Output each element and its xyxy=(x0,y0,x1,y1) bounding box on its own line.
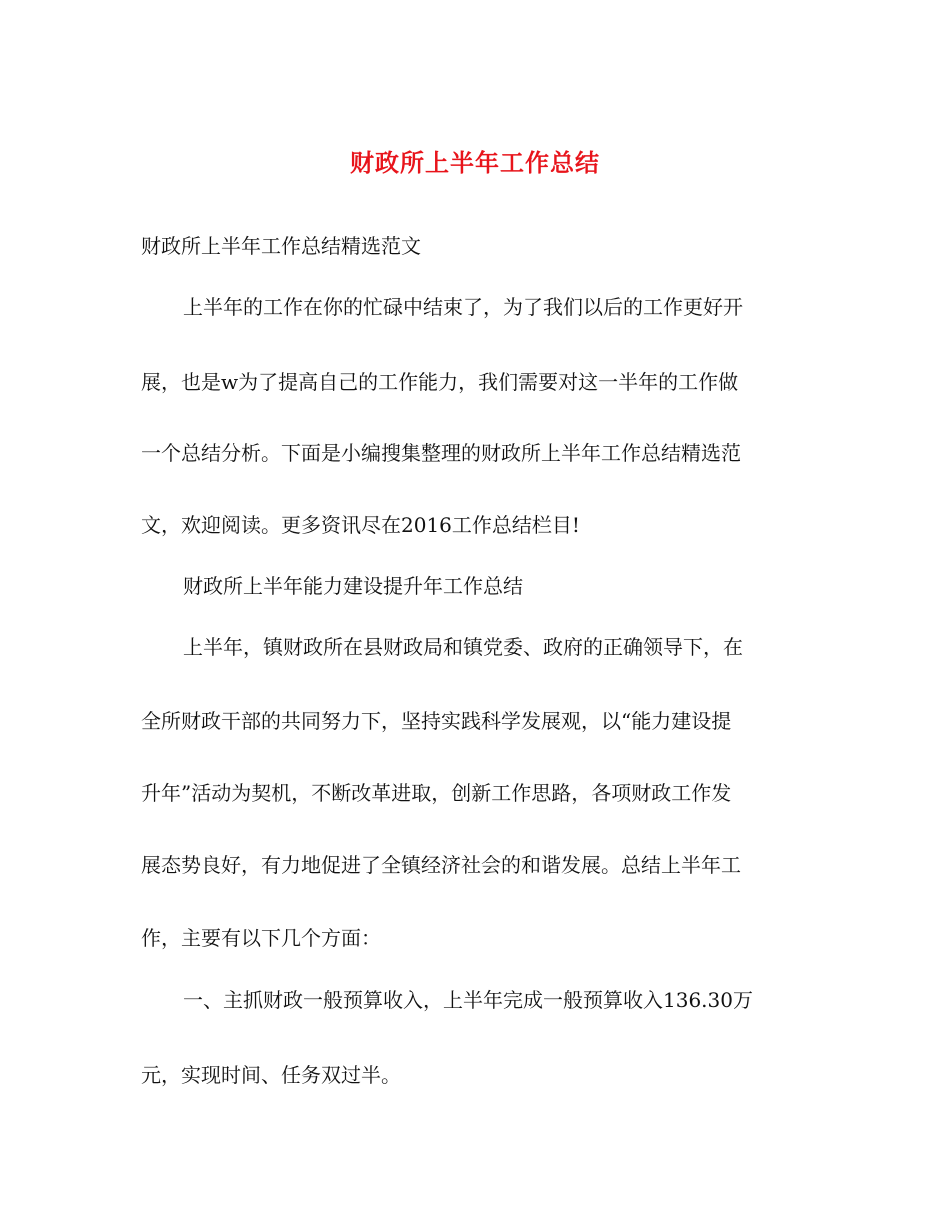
section-heading: 财政所上半年能力建设提升年工作总结 xyxy=(183,574,523,598)
document-subtitle: 财政所上半年工作总结精选范文 xyxy=(141,234,421,258)
body-line: 全所财政干部的共同努力下，坚持实践科学发展观，以“能力建设提 xyxy=(141,709,732,733)
body-line: 升年”活动为契机，不断改革进取，创新工作思路，各项财政工作发 xyxy=(141,781,732,805)
body-line: 展，也是w为了提高自己的工作能力，我们需要对这一半年的工作做 xyxy=(141,370,739,394)
body-line: 作，主要有以下几个方面： xyxy=(141,926,381,950)
body-line: 元，实现时间、任务双过半。 xyxy=(141,1063,401,1087)
body-line: 上半年的工作在你的忙碌中结束了，为了我们以后的工作更好开 xyxy=(183,295,743,319)
body-line: 上半年，镇财政所在县财政局和镇党委、政府的正确领导下，在 xyxy=(183,635,743,659)
body-line: 一个总结分析。下面是小编搜集整理的财政所上半年工作总结精选范 xyxy=(141,441,741,465)
body-line: 一、主抓财政一般预算收入，上半年完成一般预算收入136.30万 xyxy=(183,988,753,1012)
document-title: 财政所上半年工作总结 xyxy=(350,148,600,177)
body-line: 文，欢迎阅读。更多资讯尽在2016工作总结栏目! xyxy=(141,513,580,537)
body-line: 展态势良好，有力地促进了全镇经济社会的和谐发展。总结上半年工 xyxy=(141,853,741,877)
